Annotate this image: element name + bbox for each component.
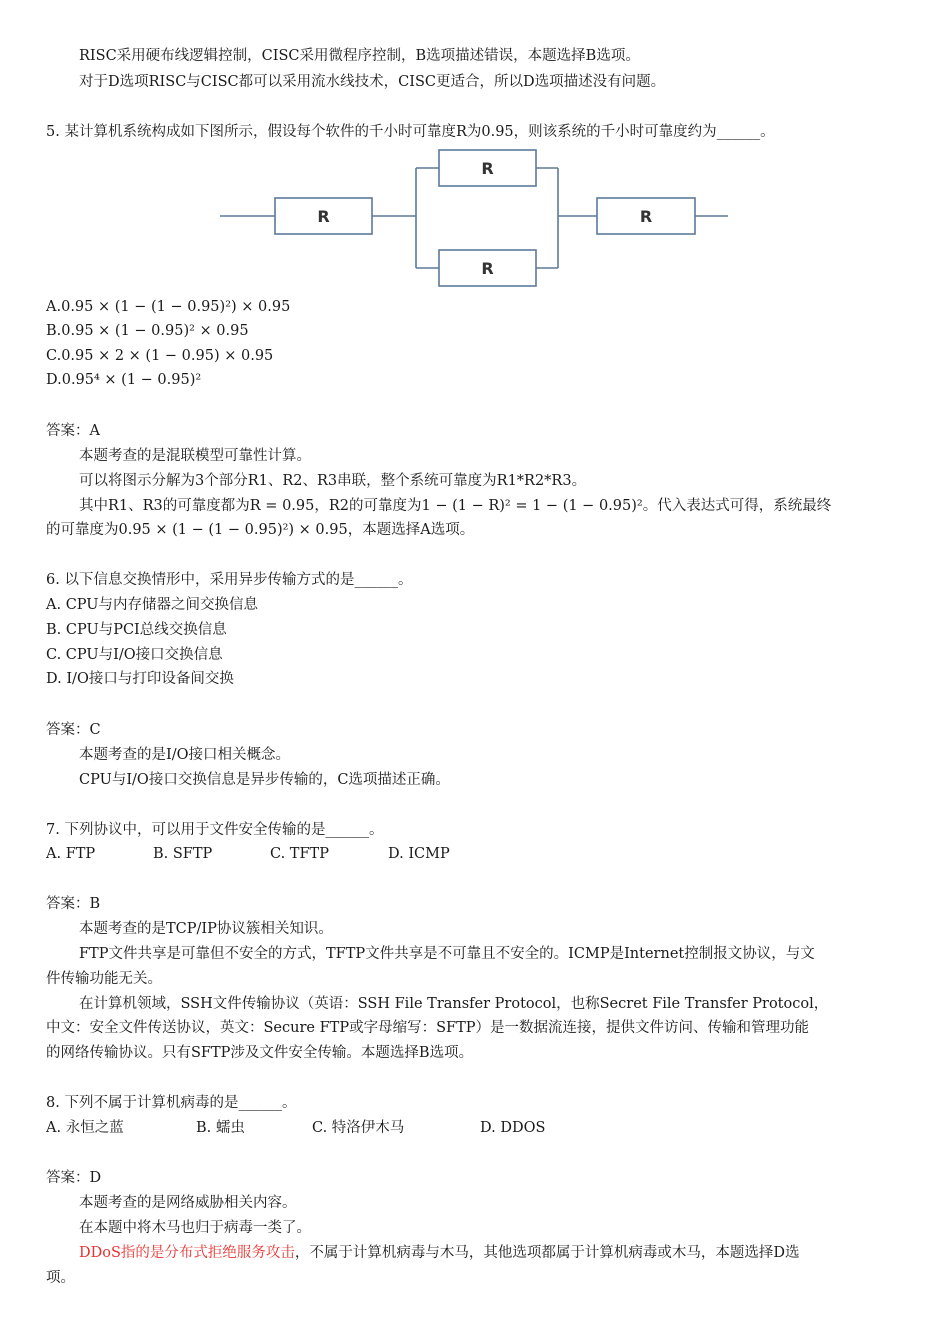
box-r3-label: R bbox=[639, 207, 653, 226]
q6-answer: 答案：C bbox=[46, 722, 101, 738]
q7-options bbox=[0, 844, 950, 864]
q8-explanation-3-rest: ，不属于计算机病毒与木马，其他选项都属于计算机病毒或木马，本题选择D选 bbox=[294, 1245, 800, 1261]
q8-explanation-3-tail: 项。 bbox=[46, 1270, 75, 1286]
q7-explanation-2a: FTP文件共享是可靠但不安全的方式，TFTP文件共享是不可靠且不安全的。ICMP是Internet控制报文协议，与文 bbox=[79, 946, 815, 962]
q5-option-b-expr: 0.95 × (1 − 0.95)² × 0.95 bbox=[61, 323, 249, 339]
q6-explanation-1: 本题考查的是I/O接口相关概念。 bbox=[79, 747, 290, 763]
q6-question: 6. 以下信息交换情形中，采用异步传输方式的是______。 bbox=[46, 572, 413, 588]
q5-option-c-prefix: C. bbox=[46, 348, 62, 364]
q8-explanation-2: 在本题中将木马也归于病毒一类了。 bbox=[79, 1220, 311, 1236]
q7-option-a: A. FTP bbox=[46, 846, 96, 862]
reliability-diagram bbox=[0, 138, 950, 298]
box-r1-label: R bbox=[317, 207, 330, 226]
q5-option-a bbox=[46, 297, 290, 317]
q7-explanation-3a: 在计算机领域，SSH文件传输协议（英语：SSH File Transfer Protocol，也称Secret File Transfer Protocol， bbox=[79, 996, 829, 1012]
q7-explanation-2b: 件传输功能无关。 bbox=[46, 971, 162, 987]
top-line-2: 对于D选项RISC与CISC都可以采用流水线技术，CISC更适合，所以D选项描述没有问题。 bbox=[79, 74, 666, 90]
q6-option-a: A. CPU与内存储器之间交换信息 bbox=[46, 597, 259, 613]
q7-explanation-1: 本题考查的是TCP/IP协议簇相关知识。 bbox=[79, 921, 333, 937]
q5-answer: 答案：A bbox=[46, 423, 100, 439]
q8-option-c: C. 特洛伊木马 bbox=[312, 1120, 405, 1136]
q8-answer: 答案：D bbox=[46, 1170, 102, 1186]
q8-option-d: D. DDOS bbox=[480, 1120, 546, 1136]
q6-option-b: B. CPU与PCI总线交换信息 bbox=[46, 622, 227, 638]
q7-answer: 答案：B bbox=[46, 896, 101, 912]
q5-explanation-2: 可以将图示分解为3个部分R1、R2、R3串联，整个系统可靠度为R1*R2*R3。 bbox=[79, 473, 587, 489]
q5-option-d-prefix: D. bbox=[46, 372, 62, 388]
q7-question: 7. 下列协议中，可以用于文件安全传输的是______。 bbox=[46, 822, 384, 838]
q7-explanation-3c: 的网络传输协议。只有SFTP涉及文件安全传输。本题选择B选项。 bbox=[46, 1045, 474, 1061]
q5-option-a-expr: 0.95 × (1 − (1 − 0.95)²) × 0.95 bbox=[61, 299, 291, 315]
q8-option-b: B. 蠕虫 bbox=[196, 1120, 245, 1136]
box-r2-top-label: R bbox=[481, 159, 494, 178]
q5-option-b bbox=[46, 321, 249, 341]
box-r2-bottom-label: R bbox=[481, 259, 494, 278]
q5-option-b-prefix: B. bbox=[46, 323, 62, 339]
q8-option-a: A. 永恒之蓝 bbox=[46, 1120, 124, 1136]
q6-option-c: C. CPU与I/O接口交换信息 bbox=[46, 647, 223, 663]
q6-explanation-2: CPU与I/O接口交换信息是异步传输的，C选项描述正确。 bbox=[79, 772, 450, 788]
q8-explanation-3 bbox=[79, 1243, 800, 1263]
q5-explanation-1: 本题考查的是混联模型可靠性计算。 bbox=[79, 448, 311, 464]
top-line-1: RISC采用硬布线逻辑控制，CISC采用微程序控制，B选项描述错误，本题选择B选项。 bbox=[79, 48, 640, 64]
q5-explanation-4: 的可靠度为0.95 × (1 − (1 − 0.95)²) × 0.95，本题选择A选项。 bbox=[46, 522, 475, 538]
q5-option-c bbox=[46, 346, 273, 366]
q6-option-d: D. I/O接口与打印设备间交换 bbox=[46, 671, 234, 687]
q8-options bbox=[0, 1118, 950, 1138]
q5-question: 5. 某计算机系统构成如下图所示，假设每个软件的千小时可靠度R为0.95，则该系统的千小时可靠度约为______。 bbox=[46, 124, 775, 140]
q7-option-d: D. ICMP bbox=[388, 846, 450, 862]
q7-option-c: C. TFTP bbox=[270, 846, 329, 862]
q7-option-b: B. SFTP bbox=[153, 846, 213, 862]
q5-explanation-3: 其中R1、R3的可靠度都为R = 0.95，R2的可靠度为1 − (1 − R)² = 1 − (1 − 0.95)²。代入表达式可得，系统最终 bbox=[79, 498, 832, 514]
q5-option-c-expr: 0.95 × 2 × (1 − 0.95) × 0.95 bbox=[61, 348, 274, 364]
q8-explanation-1: 本题考查的是网络威胁相关内容。 bbox=[79, 1195, 297, 1211]
q7-explanation-3b: 中文：安全文件传送协议，英文：Secure FTP或字母缩写：SFTP）是一数据流连接，提供文件访问、传输和管理功能 bbox=[46, 1020, 810, 1036]
ddos-highlight: DDoS指的是分布式拒绝服务攻击 bbox=[79, 1245, 295, 1261]
q5-option-d bbox=[46, 370, 201, 390]
q5-option-a-prefix: A. bbox=[46, 299, 62, 315]
q8-question: 8. 下列不属于计算机病毒的是______。 bbox=[46, 1095, 297, 1111]
q5-option-d-expr: 0.95⁴ × (1 − 0.95)² bbox=[61, 372, 202, 388]
